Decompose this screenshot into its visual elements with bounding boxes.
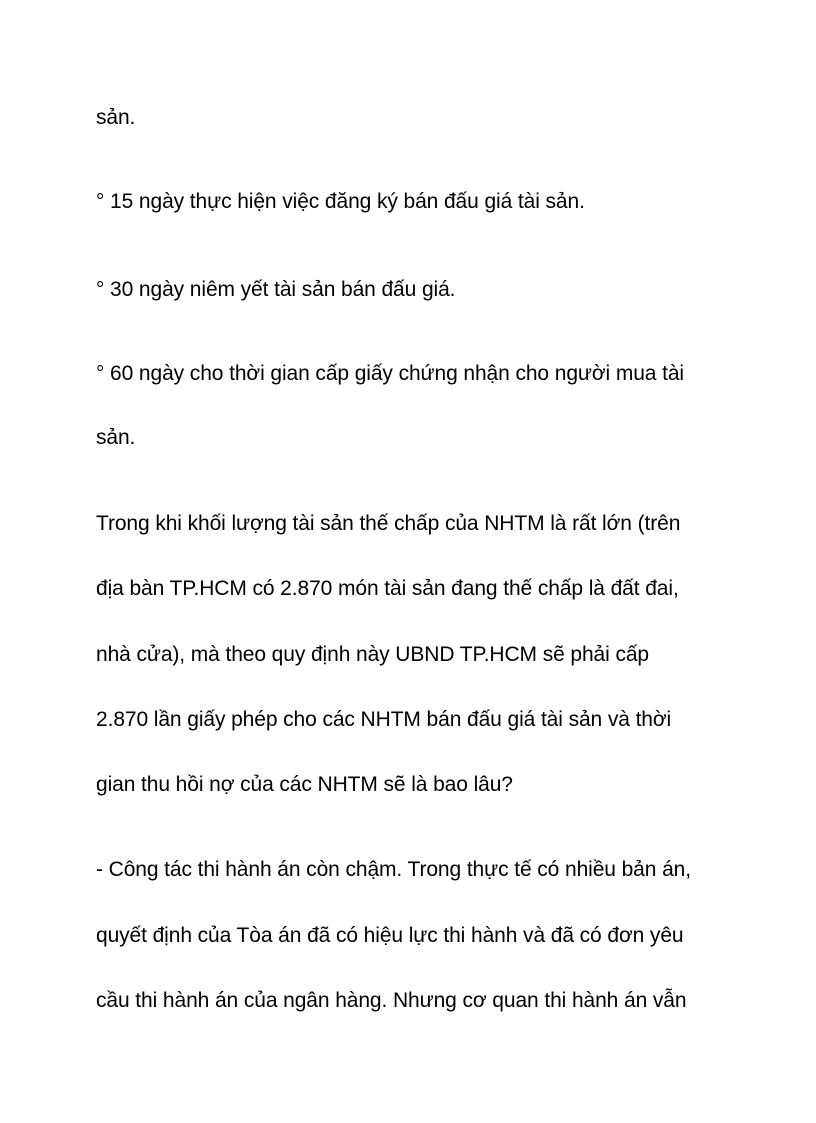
bullet-item: ° 30 ngày niêm yết tài sản bán đấu giá. bbox=[96, 278, 456, 301]
paragraph-line: gian thu hồi nợ của các NHTM sẽ là bao lâu? bbox=[96, 773, 513, 796]
bullet-item: ° 15 ngày thực hiện việc đăng ký bán đấu giá tài sản. bbox=[96, 190, 585, 213]
paragraph-line: cầu thi hành án của ngân hàng. Nhưng cơ quan thi hành án vẫn bbox=[96, 989, 687, 1012]
paragraph-line: - Công tác thi hành án còn chậm. Trong thực tế có nhiều bản án, bbox=[96, 858, 691, 881]
paragraph-line: 2.870 lần giấy phép cho các NHTM bán đấu giá tài sản và thời bbox=[96, 708, 672, 731]
text-line: sản. bbox=[96, 426, 136, 449]
paragraph-line: nhà cửa), mà theo quy định này UBND TP.HCM sẽ phải cấp bbox=[96, 643, 649, 666]
paragraph-line: địa bàn TP.HCM có 2.870 món tài sản đang thế chấp là đất đai, bbox=[96, 577, 679, 600]
text-line: sản. bbox=[96, 106, 136, 129]
bullet-item: ° 60 ngày cho thời gian cấp giấy chứng nhận cho người mua tài bbox=[96, 362, 684, 385]
paragraph-line: quyết định của Tòa án đã có hiệu lực thi hành và đã có đơn yêu bbox=[96, 924, 684, 947]
paragraph-line: Trong khi khối lượng tài sản thế chấp của NHTM là rất lớn (trên bbox=[96, 512, 681, 535]
